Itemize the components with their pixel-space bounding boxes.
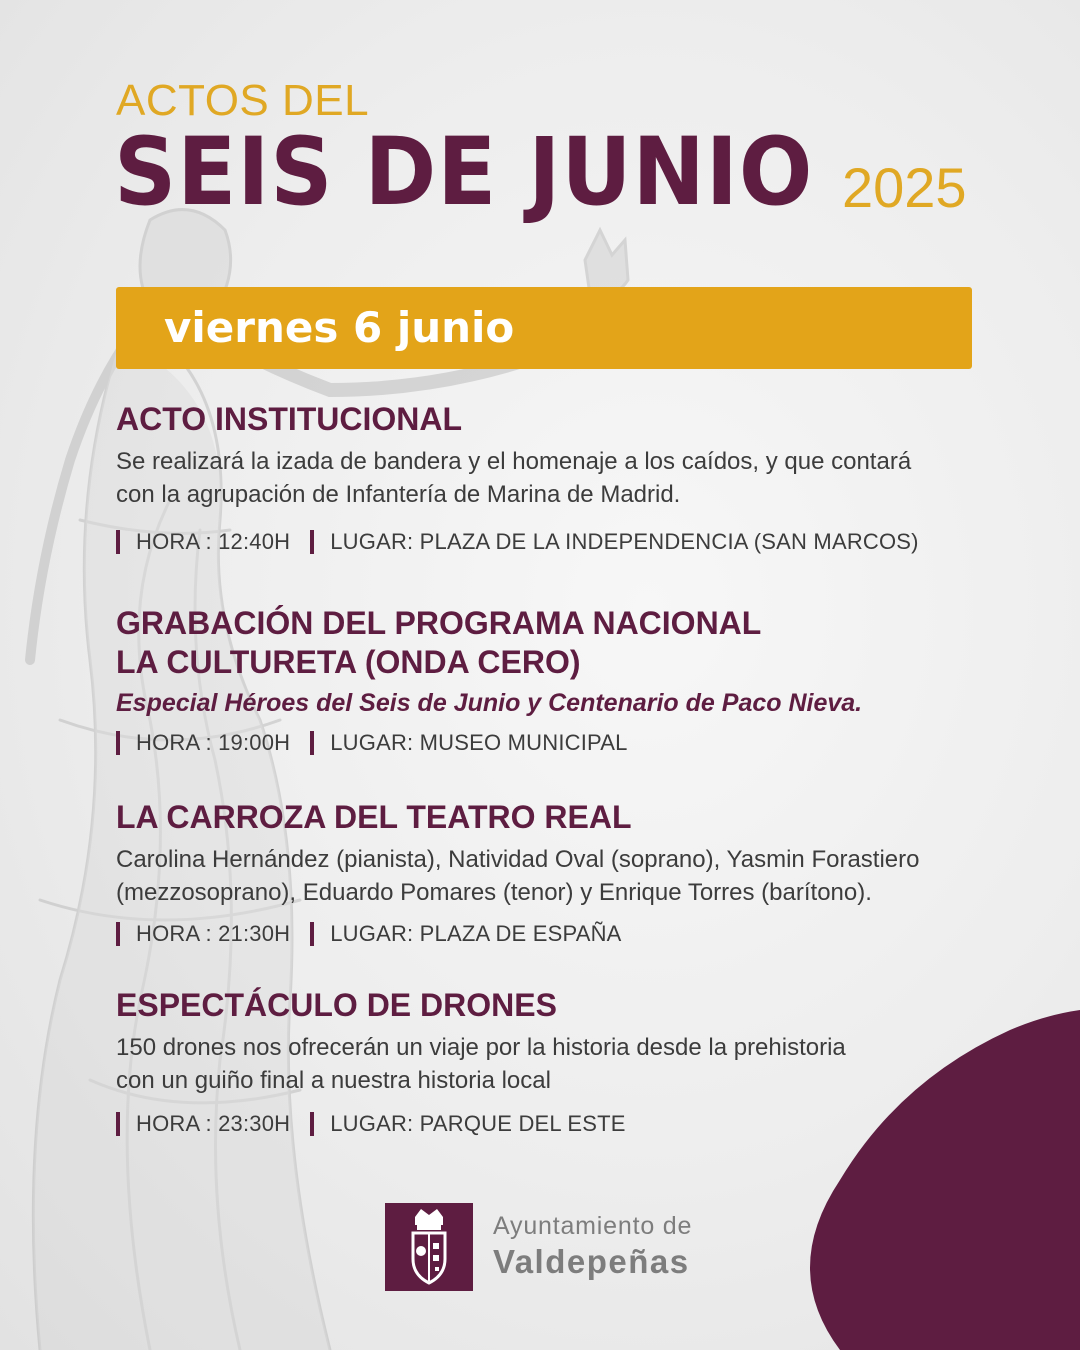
event-time: HORA : 21:30H — [136, 921, 291, 946]
event-meta — [116, 1109, 986, 1139]
separator-bar — [116, 1112, 120, 1136]
event-location: LUGAR: PLAZA DE ESPAÑA — [330, 921, 622, 946]
event-title: ESPECTÁCULO DE DRONES — [116, 987, 557, 1023]
event-title: ACTO INSTITUCIONAL — [116, 401, 463, 437]
event-time: HORA : 23:30H — [136, 1111, 291, 1136]
event-location: LUGAR: PARQUE DEL ESTE — [330, 1111, 626, 1136]
separator-bar — [116, 922, 120, 946]
event-espectaculo-drones — [116, 986, 986, 1139]
event-title: LA CARROZA DEL TEATRO REAL — [116, 799, 632, 835]
event-grabacion-programa — [116, 604, 986, 758]
separator-bar — [310, 731, 314, 755]
statue-illustration — [0, 200, 660, 1350]
event-time: HORA : 19:00H — [136, 730, 291, 755]
page-title: SEIS DE JUNIO — [114, 118, 814, 227]
separator-bar — [310, 530, 314, 554]
event-description: 150 drones nos ofrecerán un viaje por la historia desde la prehistoria con un guiño final a nuestra historia local — [116, 1034, 846, 1094]
event-description: Se realizará la izada de bandera y el homenaje a los caídos, y que contará con la agrupación de Infantería de Marina de Madrid. — [116, 448, 912, 508]
event-meta — [116, 728, 986, 758]
event-carroza-teatro-real — [116, 798, 986, 949]
separator-bar — [310, 922, 314, 946]
event-acto-institucional — [116, 400, 986, 557]
separator-bar — [116, 530, 120, 554]
footer-org-line1: Ayuntamiento de — [493, 1212, 693, 1240]
event-meta — [116, 527, 986, 557]
day-label: viernes 6 junio — [164, 303, 515, 352]
header-subtitle: ACTOS DEL — [116, 76, 370, 125]
event-location: LUGAR: MUSEO MUNICIPAL — [330, 730, 628, 755]
event-location: LUGAR: PLAZA DE LA INDEPENDENCIA (SAN MARCOS) — [330, 529, 919, 554]
separator-bar — [310, 1112, 314, 1136]
event-title: GRABACIÓN DEL PROGRAMA NACIONAL LA CULTURETA (ONDA CERO) — [116, 605, 762, 680]
separator-bar — [116, 731, 120, 755]
event-subtitle: Especial Héroes del Seis de Junio y Centenario de Paco Nieva. — [116, 689, 863, 717]
footer-org-line2: Valdepeñas — [493, 1243, 690, 1280]
event-time: HORA : 12:40H — [136, 529, 291, 554]
event-meta — [116, 919, 986, 949]
day-banner — [116, 287, 972, 369]
header-year: 2025 — [842, 156, 967, 219]
event-description: Carolina Hernández (pianista), Natividad Oval (soprano), Yasmin Forastiero (mezzosoprano), Eduardo Pomares (tenor) y Enrique Torres (barítono). — [116, 846, 920, 906]
coat-of-arms-icon — [385, 1203, 473, 1291]
